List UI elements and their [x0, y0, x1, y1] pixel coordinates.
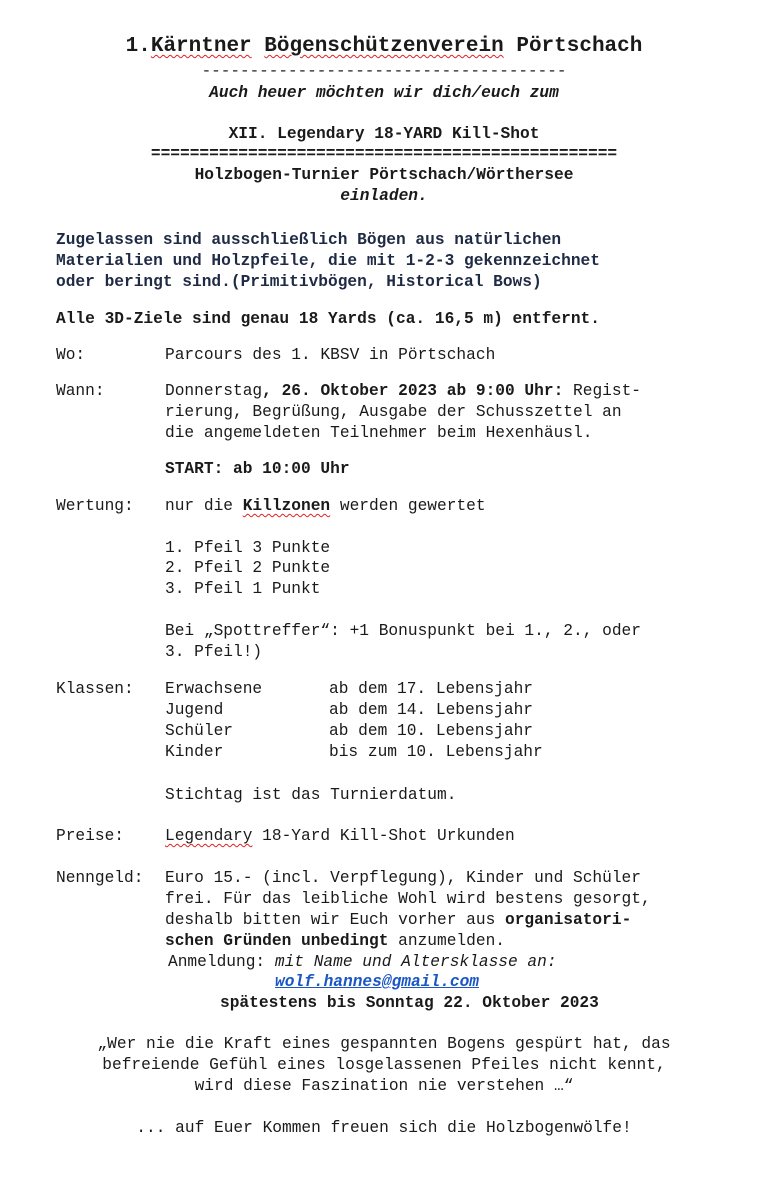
class-rule: ab dem 10. Lebensjahr [329, 722, 533, 740]
quote-line-1: „Wer nie die Kraft eines gespannten Bogens gespürt hat, das [97, 1035, 671, 1053]
equals-rule: ================================================ [150, 145, 618, 163]
class-rule: bis zum 10. Lebensjahr [329, 743, 543, 761]
email-link[interactable] [275, 972, 479, 992]
admission-line-3: oder beringt sind.(Primitivbögen, Historical Bows) [56, 273, 542, 291]
anmeldung-line: Anmeldung: mit Name und Altersklasse an: [168, 953, 557, 971]
club-title: 1.Kärntner Bögenschützenverein Pörtschach [125, 35, 643, 58]
wann-line-1: Donnerstag, 26. Oktober 2023 ab 9:00 Uhr: Regist- [165, 382, 642, 400]
einladen: einladen. [340, 187, 428, 205]
admission-line-1: Zugelassen sind ausschließlich Bögen aus natürlichen [56, 231, 562, 249]
class-name: Erwachsene [165, 680, 263, 698]
scoring-item: 3. Pfeil 1 Punkt [165, 580, 321, 598]
class-rule: ab dem 14. Lebensjahr [329, 701, 533, 719]
bonus-line-1: Bei „Spottreffer“: +1 Bonuspunkt bei 1., 2., oder [165, 622, 641, 640]
nenngeld-line-4: schen Gründen unbedingt anzumelden. [165, 932, 506, 950]
quote-line-3: wird diese Faszination nie verstehen …“ [194, 1077, 574, 1095]
nenngeld-label: Nenngeld: [56, 869, 144, 887]
wertung-text: nur die Killzonen werden gewertet [165, 497, 486, 515]
closing-line: ... auf Euer Kommen freuen sich die Holzbogenwölfe! [136, 1119, 632, 1137]
wo-text: Parcours des 1. KBSV in Pörtschach [165, 346, 496, 364]
scoring-item: 1. Pfeil 3 Punkte [165, 539, 331, 557]
event-subtitle: Holzbogen-Turnier Pörtschach/Wörthersee [194, 166, 574, 184]
class-name: Schüler [165, 722, 233, 740]
wann-label: Wann: [56, 382, 105, 400]
registration-deadline: spätestens bis Sonntag 22. Oktober 2023 [220, 994, 599, 1012]
event-title: XII. Legendary 18-YARD Kill-Shot [228, 125, 540, 143]
dash-rule: -------------------------------------- [201, 62, 567, 80]
quote-line-2: befreiende Gefühl eines losgelassenen Pfeiles nicht kennt, [102, 1056, 666, 1074]
wann-line-3: die angemeldeten Teilnehmer beim Hexenhäusl. [165, 424, 593, 442]
start-time: START: ab 10:00 Uhr [165, 460, 350, 478]
class-name: Jugend [165, 701, 224, 719]
class-name: Kinder [165, 743, 224, 761]
email-text[interactable]: wolf.hannes@gmail.com [275, 973, 479, 991]
nenngeld-line-2: frei. Für das leibliche Wohl wird bestens gesorgt, [165, 890, 651, 908]
invite-line: Auch heuer möchten wir dich/euch zum [209, 84, 559, 102]
bonus-line-2: 3. Pfeil!) [165, 643, 263, 661]
nenngeld-line-1: Euro 15.- (incl. Verpflegung), Kinder und Schüler [165, 869, 641, 887]
klassen-label: Klassen: [56, 680, 134, 698]
admission-line-2: Materialien und Holzpfeile, die mit 1-2-3 gekennzeichnet [56, 252, 600, 270]
preise-text: Legendary 18-Yard Kill-Shot Urkunden [165, 827, 515, 845]
nenngeld-line-3: deshalb bitten wir Euch vorher aus organisatori- [165, 911, 632, 929]
wo-label: Wo: [56, 346, 86, 364]
targets-distance: Alle 3D-Ziele sind genau 18 Yards (ca. 16,5 m) entfernt. [56, 310, 600, 328]
scoring-item: 2. Pfeil 2 Punkte [165, 559, 331, 577]
stichtag: Stichtag ist das Turnierdatum. [165, 786, 457, 804]
preise-label: Preise: [56, 827, 124, 845]
wertung-label: Wertung: [56, 497, 134, 515]
class-rule: ab dem 17. Lebensjahr [329, 680, 533, 698]
wann-line-2: rierung, Begrüßung, Ausgabe der Schusszettel an [165, 403, 622, 421]
